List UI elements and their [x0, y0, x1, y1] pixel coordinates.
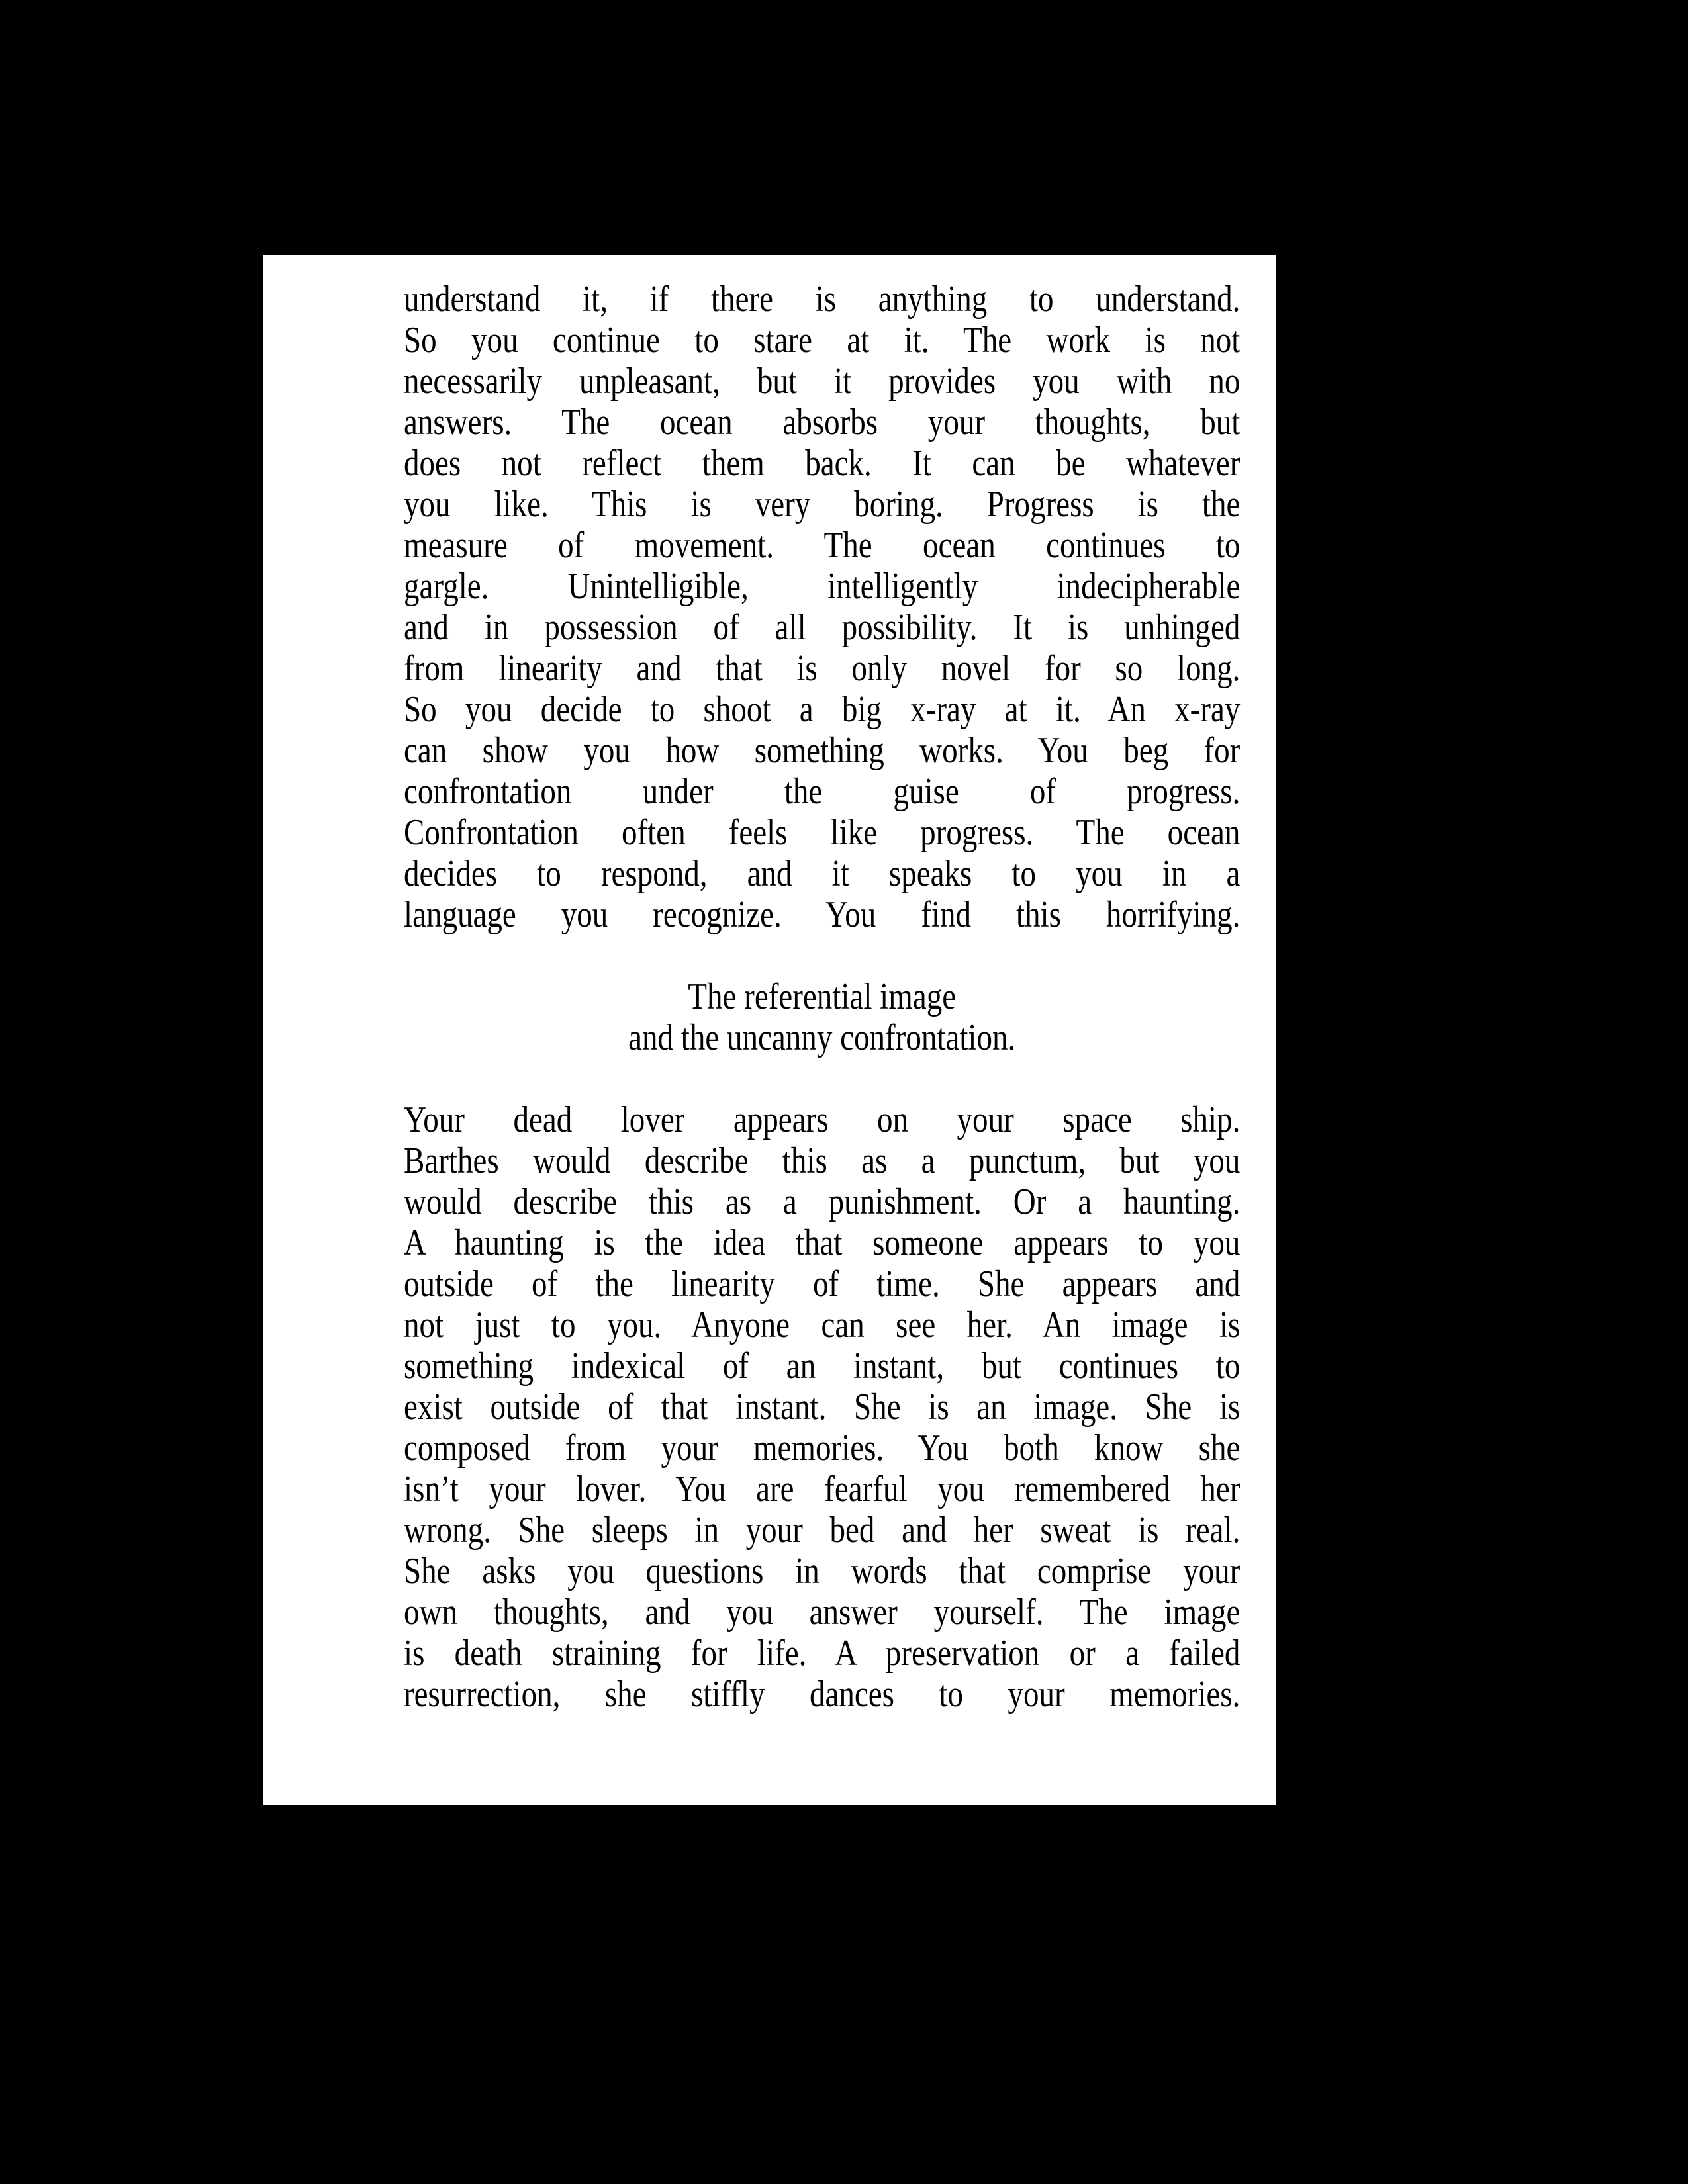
text-line: Barthes would describe this as a punctum, but you — [404, 1140, 1241, 1181]
document-page — [263, 255, 1276, 1805]
body-paragraph-1 — [404, 279, 1240, 935]
text-line: does not reflect them back. It can be whatever — [404, 443, 1241, 484]
section-heading — [404, 976, 1240, 1058]
text-line: She asks you questions in words that comprise your — [404, 1551, 1241, 1592]
text-line: Your dead lover appears on your space ship. — [404, 1099, 1241, 1140]
text-line: understand it, if there is anything to understand. — [404, 279, 1241, 320]
text-line: wrong. She sleeps in your bed and her sweat is real. — [404, 1510, 1241, 1551]
text-line: decides to respond, and it speaks to you in a — [404, 853, 1241, 894]
text-line: The referential image — [688, 976, 957, 1017]
text-line: necessarily unpleasant, but it provides you with no — [404, 361, 1241, 402]
text-line: can show you how something works. You beg for — [404, 730, 1241, 771]
text-line: confrontation under the guise of progress. — [404, 771, 1241, 812]
text-line: isn’t your lover. You are fearful you remembered her — [404, 1469, 1241, 1510]
text-line: from linearity and that is only novel for so long. — [404, 648, 1241, 689]
text-line: language you recognize. You find this horrifying. — [404, 894, 1241, 935]
text-line: something indexical of an instant, but continues to — [404, 1345, 1241, 1387]
text-line: composed from your memories. You both know she — [404, 1428, 1241, 1469]
text-line: and in possession of all possibility. It is unhinged — [404, 607, 1241, 648]
text-line: gargle. Unintelligible, intelligently indecipherable — [404, 566, 1241, 607]
blank-line-spacer — [404, 935, 1240, 976]
text-column — [404, 279, 1240, 1715]
text-line: So you continue to stare at it. The work is not — [404, 320, 1241, 361]
text-line: is death straining for life. A preservation or a failed — [404, 1633, 1241, 1674]
text-line: outside of the linearity of time. She appears and — [404, 1263, 1241, 1304]
body-paragraph-2 — [404, 1099, 1240, 1715]
text-line: answers. The ocean absorbs your thoughts, but — [404, 402, 1241, 443]
text-line: not just to you. Anyone can see her. An image is — [404, 1304, 1241, 1345]
text-line: you like. This is very boring. Progress is the — [404, 484, 1241, 525]
text-line: would describe this as a punishment. Or a haunting. — [404, 1181, 1241, 1222]
text-line: resurrection, she stiffly dances to your memories. — [404, 1674, 1241, 1715]
text-line: and the uncanny confrontation. — [628, 1017, 1016, 1058]
text-line: measure of movement. The ocean continues to — [404, 525, 1241, 566]
text-line: So you decide to shoot a big x-ray at it. An x-ray — [404, 689, 1241, 730]
text-line: Confrontation often feels like progress. The ocean — [404, 812, 1241, 853]
text-line: A haunting is the idea that someone appears to you — [404, 1222, 1241, 1263]
text-line: own thoughts, and you answer yourself. The image — [404, 1592, 1241, 1633]
blank-line-spacer — [404, 1058, 1240, 1099]
text-line: exist outside of that instant. She is an image. She is — [404, 1387, 1241, 1428]
